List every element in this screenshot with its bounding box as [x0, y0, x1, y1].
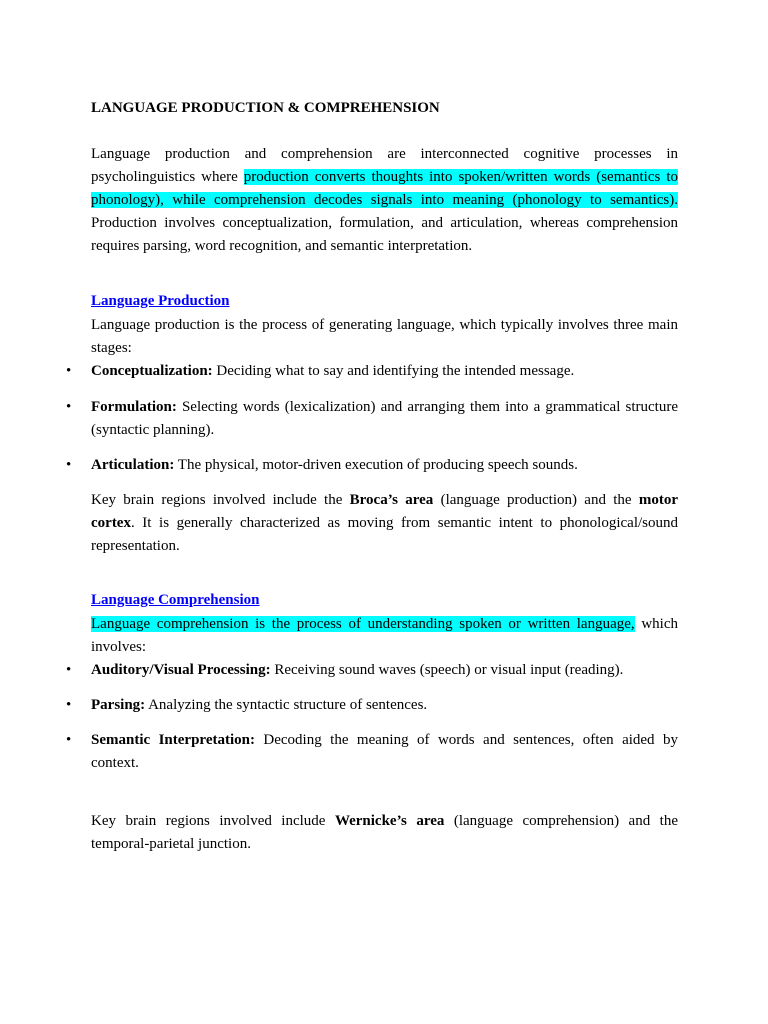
comprehension-heading-line — [91, 589, 678, 612]
intro-text-continued: Production involves conceptualization, formulation, and articulation, whereas comprehension requires parsing, word recognition, and semantic interpretation. — [91, 215, 678, 254]
intro-text: Language production and comprehension are interconnected cognitive processes in psycholinguistics where — [91, 146, 678, 185]
intro-paragraph — [91, 143, 678, 258]
bullet-term: Conceptualization: — [91, 363, 213, 379]
bullet-icon: • — [66, 363, 72, 379]
production-bullet-formulation — [91, 396, 678, 442]
bullet-text: Deciding what to say and identifying the intended message. — [212, 363, 575, 379]
production-lead: Language production is the process of generating language, which typically involves three main stages: — [91, 317, 678, 356]
bullet-term: Formulation: — [91, 399, 177, 415]
brain-text: (language production) and the — [433, 492, 639, 508]
production-heading-link[interactable]: Language Production — [91, 293, 230, 309]
comprehension-lead-highlight: Language comprehension is the process of understanding spoken or written language, — [91, 616, 635, 632]
bullet-term: Auditory/Visual Processing: — [91, 662, 271, 678]
comprehension-bullet-parsing — [91, 694, 678, 717]
bullet-icon: • — [66, 662, 72, 678]
bullet-text: Receiving sound waves (speech) or visual input (reading). — [270, 662, 624, 678]
intro-highlight: production converts thoughts into spoken/written words (semantics to phonology), while comprehension decodes signals into meaning (phonology to semantics). — [91, 169, 678, 208]
brain-text: (language comprehension) and the temporal-parietal junction. — [91, 813, 678, 852]
brain-term-motor-cortex: motor cortex — [91, 492, 678, 531]
production-heading-line — [91, 290, 678, 313]
comprehension-heading-link[interactable]: Language Comprehension — [91, 592, 260, 608]
bullet-icon: • — [66, 399, 72, 415]
bullet-term: Articulation: — [91, 457, 175, 473]
bullet-text: The physical, motor-driven execution of producing speech sounds. — [174, 457, 578, 473]
comprehension-lead — [91, 613, 678, 659]
brain-text: Key brain regions involved include the — [91, 492, 350, 508]
brain-term-wernickes-area: Wernicke’s area — [334, 813, 445, 829]
bullet-icon: • — [66, 697, 72, 713]
brain-text: . It is generally characterized as moving from semantic intent to phonological/sound representation. — [91, 515, 678, 554]
production-brain-regions — [91, 489, 678, 558]
comprehension-bullet-processing — [91, 659, 678, 682]
bullet-term: Semantic Interpretation: — [91, 732, 255, 748]
brain-text: Key brain regions involved include — [91, 813, 335, 829]
bullet-text: Selecting words (lexicalization) and arranging them into a grammatical structure (syntactic planning). — [91, 399, 678, 438]
bullet-icon: • — [66, 732, 72, 748]
production-bullet-conceptualization — [91, 360, 678, 383]
bullet-term: Parsing: — [91, 697, 146, 713]
comprehension-brain-regions — [91, 810, 678, 856]
brain-term-brocas-area: Broca’s area — [349, 492, 434, 508]
production-bullet-articulation — [91, 454, 678, 477]
bullet-text: Analyzing the syntactic structure of sentences. — [145, 697, 428, 713]
bullet-icon: • — [66, 457, 72, 473]
comprehension-bullet-semantic — [91, 729, 678, 775]
document-title: LANGUAGE PRODUCTION & COMPREHENSION — [91, 100, 440, 116]
comprehension-lead-text: which involves: — [91, 616, 678, 655]
bullet-text: Decoding the meaning of words and sentences, often aided by context. — [91, 732, 678, 771]
